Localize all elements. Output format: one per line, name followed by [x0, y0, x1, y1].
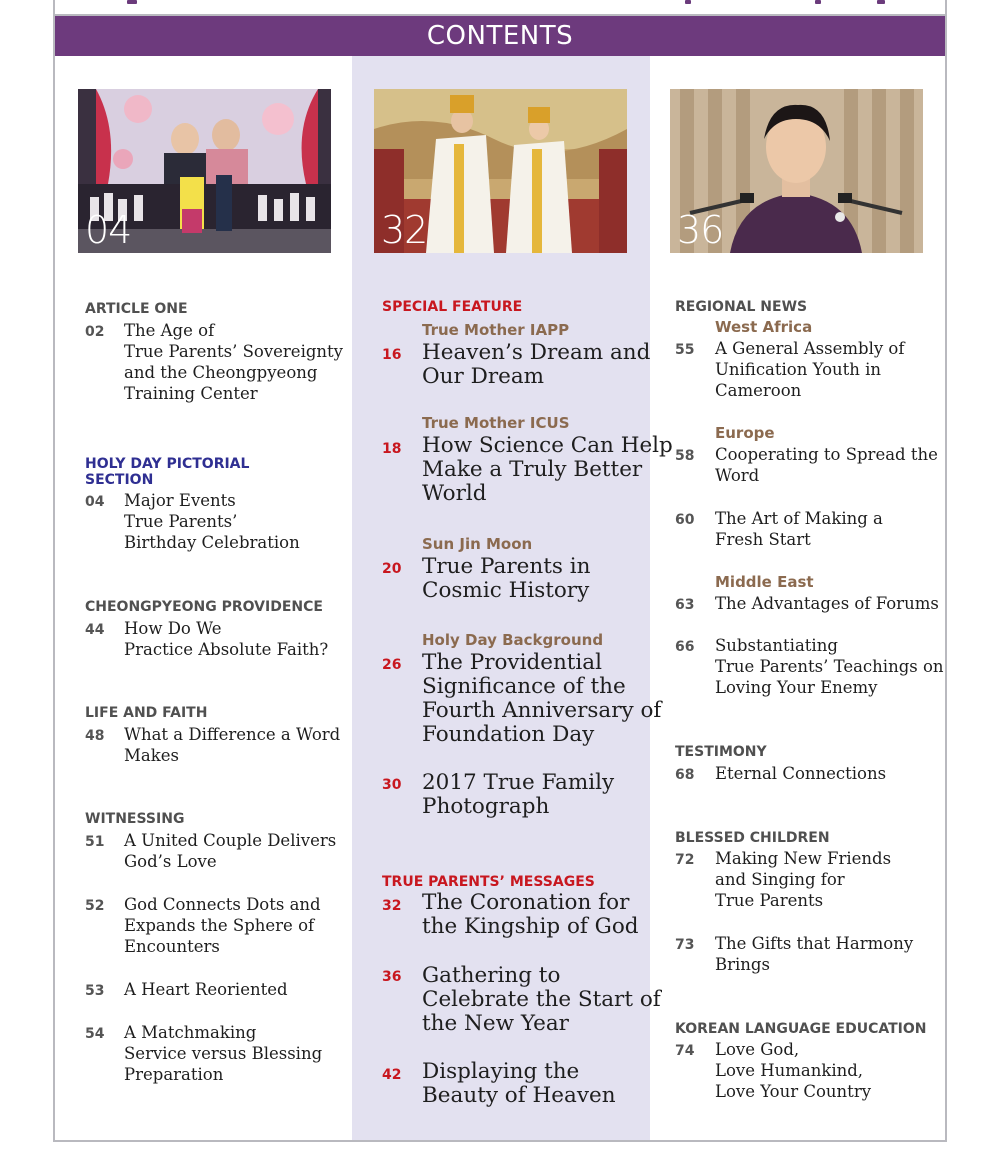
cropped-text-fragment	[815, 0, 821, 4]
page-number: 36	[382, 969, 402, 985]
article-subheading: Holy Day Background	[422, 631, 604, 649]
page-number: 20	[382, 561, 402, 577]
article-title[interactable]: How Do We Practice Absolute Faith?	[124, 619, 329, 659]
region-subheading: West Africa	[715, 318, 813, 336]
page-number: 16	[382, 347, 402, 363]
article-title[interactable]: Gathering to Celebrate the Start of the New Year	[422, 963, 661, 1036]
page-number: 66	[675, 639, 695, 655]
section-korean-language-education: KOREAN LANGUAGE EDUCATION	[675, 1021, 927, 1037]
article-title[interactable]: The Art of Making a Fresh Start	[715, 509, 883, 549]
section-true-parents-messages: TRUE PARENTS’ MESSAGES	[382, 874, 595, 890]
section-life-and-faith: LIFE AND FAITH	[85, 705, 208, 721]
photo-coronation[interactable]	[374, 89, 627, 253]
page-number: 60	[675, 512, 695, 528]
section-holy-day-pictorial: HOLY DAY PICTORIAL SECTION	[85, 456, 250, 488]
page-number: 02	[85, 324, 105, 340]
page-number: 54	[85, 1026, 105, 1042]
article-subheading: True Mother IAPP	[422, 321, 570, 339]
cropped-text-fragment	[877, 0, 885, 4]
article-title[interactable]: How Science Can Help Make a Truly Better World	[422, 433, 673, 506]
article-title[interactable]: A United Couple Delivers God’s Love	[124, 831, 337, 871]
article-title[interactable]: Heaven’s Dream and Our Dream	[422, 340, 651, 389]
page-number: 63	[675, 597, 695, 613]
article-title[interactable]: A Matchmaking Service versus Blessing Preparation	[124, 1023, 323, 1084]
section-regional-news: REGIONAL NEWS	[675, 299, 808, 315]
contents-banner: CONTENTS	[55, 16, 945, 56]
article-subheading: True Mother ICUS	[422, 414, 570, 432]
page-number: 68	[675, 767, 695, 783]
article-title[interactable]: God Connects Dots and Expands the Sphere of Encounters	[124, 895, 321, 956]
article-title[interactable]: Cooperating to Spread the Word	[715, 445, 938, 485]
article-title[interactable]: Love God, Love Humankind, Love Your Country	[715, 1040, 872, 1101]
section-article-one: ARTICLE ONE	[85, 301, 188, 317]
cropped-text-fragment	[685, 0, 691, 4]
page-number: 51	[85, 834, 105, 850]
page-number: 30	[382, 777, 402, 793]
page-number: 42	[382, 1067, 402, 1083]
region-subheading: Middle East	[715, 573, 814, 591]
page-number: 32	[382, 898, 402, 914]
article-title[interactable]: A General Assembly of Unification Youth in Cameroon	[715, 339, 905, 400]
page-number: 48	[85, 728, 105, 744]
page-number: 73	[675, 937, 695, 953]
photo-page-number: 32	[381, 208, 428, 252]
previous-page-edge	[53, 0, 947, 14]
article-title[interactable]: Major Events True Parents’ Birthday Celebration	[124, 491, 300, 552]
photo-page-number: 04	[85, 208, 132, 252]
page-number: 44	[85, 622, 105, 638]
section-cheongpyeong-providence: CHEONGPYEONG PROVIDENCE	[85, 599, 323, 615]
page-number: 53	[85, 983, 105, 999]
article-title[interactable]: Substantiating True Parents’ Teachings on Loving Your Enemy	[715, 636, 944, 697]
photo-new-year[interactable]	[670, 89, 923, 253]
page-number: 55	[675, 342, 695, 358]
article-title[interactable]: Displaying the Beauty of Heaven	[422, 1059, 616, 1108]
region-subheading: Europe	[715, 424, 775, 442]
cropped-text-fragment	[127, 0, 137, 4]
page-number: 18	[382, 441, 402, 457]
article-title[interactable]: The Providential Significance of the Fourth Anniversary of Foundation Day	[422, 650, 662, 747]
page-number: 74	[675, 1043, 695, 1059]
page-number: 52	[85, 898, 105, 914]
section-witnessing: WITNESSING	[85, 811, 185, 827]
page-number: 72	[675, 852, 695, 868]
photo-birthday-celebration[interactable]	[78, 89, 331, 253]
section-blessed-children: BLESSED CHILDREN	[675, 830, 830, 846]
page-number: 26	[382, 657, 402, 673]
article-title[interactable]: The Advantages of Forums	[715, 594, 939, 613]
article-title[interactable]: A Heart Reoriented	[124, 980, 288, 999]
article-title[interactable]: The Age of True Parents’ Sovereignty and the Cheongpyeong Training Center	[124, 321, 343, 403]
section-special-feature: SPECIAL FEATURE	[382, 299, 523, 315]
page-number: 04	[85, 494, 105, 510]
section-testimony: TESTIMONY	[675, 744, 767, 760]
page-number: 58	[675, 448, 695, 464]
article-title[interactable]: The Coronation for the Kingship of God	[422, 890, 639, 939]
photo-page-number: 36	[677, 208, 724, 252]
contents-page	[53, 14, 947, 1142]
article-subheading: Sun Jin Moon	[422, 535, 533, 553]
article-title[interactable]: 2017 True Family Photograph	[422, 770, 615, 819]
article-title[interactable]: The Gifts that Harmony Brings	[715, 934, 914, 974]
article-title[interactable]: What a Difference a Word Makes	[124, 725, 341, 765]
article-title[interactable]: Eternal Connections	[715, 764, 887, 783]
article-title[interactable]: True Parents in Cosmic History	[422, 554, 591, 603]
article-title[interactable]: Making New Friends and Singing for True Parents	[715, 849, 892, 910]
